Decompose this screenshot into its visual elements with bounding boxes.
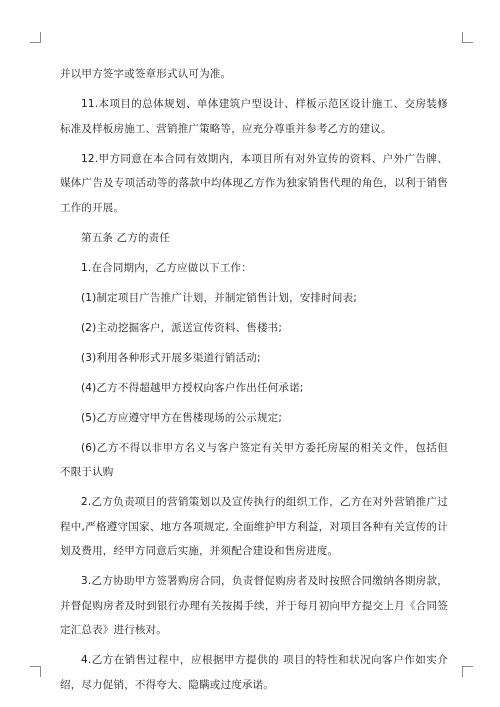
- crop-mark-top-right: [462, 32, 473, 43]
- document-body: [60, 62, 448, 697]
- crop-mark-top-left: [30, 32, 41, 43]
- paragraph-clause-12: 12.甲方同意在本合同有效期内，本项目所有对外宣传的资料、户外广告牌、媒体广告及专项活动等的落款中均体现乙方作为独家销售代理的角色，以利于销售工作的开展。: [60, 152, 448, 214]
- list-item-2: (2)主动挖掘客户，派送宣传资料、售楼书;: [81, 321, 283, 334]
- section-heading-article-5: 第五条 乙方的责任: [81, 231, 171, 244]
- paragraph-item-4: 4.乙方在销售过程中，应根据甲方提供的 项目的特性和状况向客户作如实介绍，尽力促销，不得夸大、隐瞒或过度承诺。: [60, 654, 448, 691]
- list-item-3: (3)利用各种形式开展多渠道行销活动;: [81, 351, 261, 364]
- list-item-5: (5)乙方应遵守甲方在售楼现场的公示规定;: [81, 411, 283, 424]
- paragraph-clause-11: 11.本项目的总体规划、单体建筑户型设计、样板示范区设计施工、交房装修标准及样板房施工、营销推广策略等，应充分尊重并参考乙方的建议。: [60, 98, 448, 135]
- paragraph-item-1: 1.在合同期内，乙方应做以下工作：: [81, 261, 252, 274]
- crop-mark-bottom-right: [462, 666, 473, 677]
- paragraph-item-2: 2.乙方负责项目的营销策划以及宣传执行的组织工作，乙方在对外营销推广过程中,严格遵守国家、地方各项规定, 全面维护甲方利益，对项目各种有关宣传的计划及费用，经甲方同意后实施，并须配合建设和售房进度。: [60, 496, 448, 557]
- crop-mark-bottom-left: [30, 666, 41, 677]
- list-item-1: (1)制定项目广告推广计划，并制定销售计划，安排时间表;: [81, 291, 358, 304]
- list-item-4: (4)乙方不得超越甲方授权向客户作出任何承诺;: [81, 381, 304, 394]
- paragraph-continuation: 并以甲方签字或签章形式认可为准。: [60, 68, 232, 80]
- paragraph-item-3: 3.乙方协助甲方签署购房合同，负责督促购房者及时按照合同缴纳各期房款，并督促购房者及时到银行办理有关按揭手续，并于每月初向甲方提交上月《合同签定汇总表》进行核对。: [60, 575, 448, 636]
- list-item-6: (6)乙方不得以非甲方名义与客户签定有关甲方委托房屋的相关文件，包括但不限于认购: [60, 441, 448, 478]
